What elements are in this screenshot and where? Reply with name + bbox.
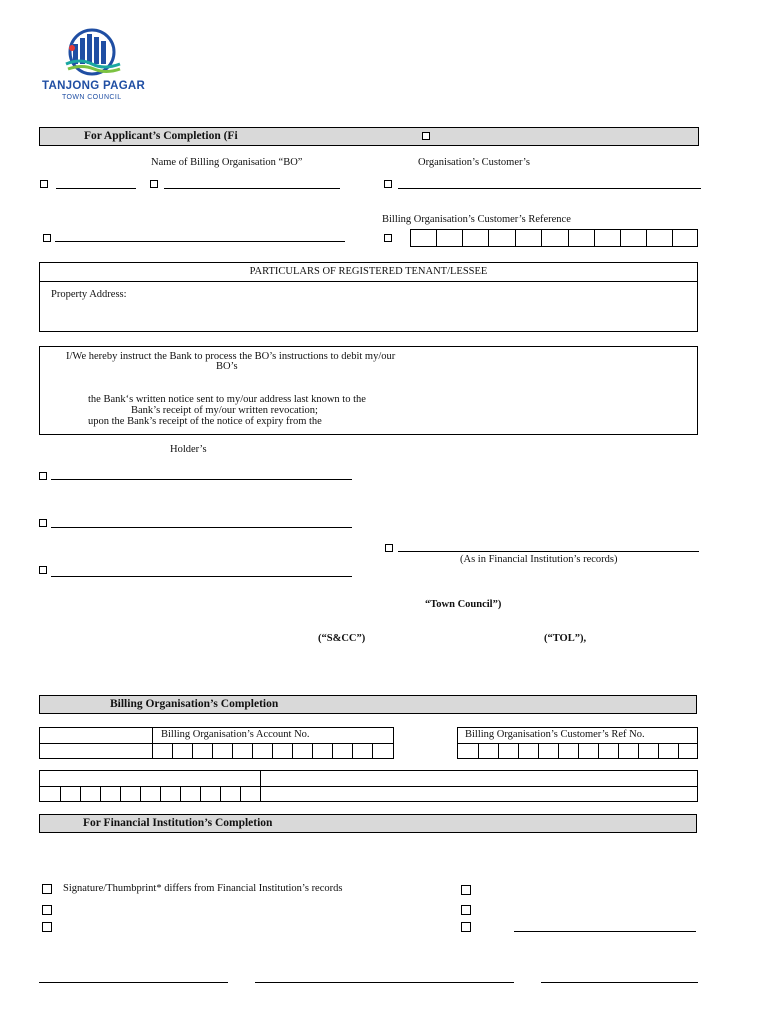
bo-account-no-label: Billing Organisation’s Account No. bbox=[161, 729, 310, 740]
scc-text: (“S&CC”) bbox=[318, 633, 366, 644]
bo-name-label: Name of Billing Organisation “BO” bbox=[151, 157, 303, 168]
fi-signature-line-3[interactable] bbox=[541, 982, 698, 983]
signature-differs-text: Signature/Thumbprint* differs from Financial Institution’s records bbox=[63, 883, 343, 894]
org-customer-label: Organisation’s Customer’s bbox=[418, 157, 530, 168]
checkbox-5[interactable] bbox=[384, 234, 392, 242]
fi-completion-header bbox=[39, 814, 697, 833]
records-note: (As in Financial Institution’s records) bbox=[460, 554, 618, 565]
bo-customer-ref-no-grid[interactable] bbox=[458, 743, 697, 758]
fi-checkbox-signature[interactable] bbox=[42, 884, 52, 894]
logo-subtitle: TOWN COUNCIL bbox=[62, 94, 122, 101]
holder-name-field-2[interactable] bbox=[51, 527, 352, 528]
bo-completion-header-text: Billing Organisation’s Completion bbox=[110, 698, 279, 710]
bo-account-no-grid[interactable] bbox=[152, 743, 393, 758]
instruction-box bbox=[39, 346, 698, 435]
applicant-header-text: For Applicant’s Completion (Fi bbox=[84, 130, 238, 142]
applicant-header-checkbox[interactable] bbox=[422, 132, 430, 140]
fi-checkbox-right-2[interactable] bbox=[461, 905, 471, 915]
bo-extra-table bbox=[39, 770, 698, 802]
bo-customer-ref-label: Billing Organisation’s Customer’s Reference bbox=[382, 214, 571, 225]
fi-checkbox-right-3[interactable] bbox=[461, 922, 471, 932]
holder-name-field-1[interactable] bbox=[51, 479, 352, 480]
fi-checkbox-left-3[interactable] bbox=[42, 922, 52, 932]
holder-checkbox-4[interactable] bbox=[39, 566, 47, 574]
instruction-line-3: the Bank‘s written notice sent to my/our address last known to the bbox=[88, 394, 366, 405]
holder-checkbox-1[interactable] bbox=[39, 472, 47, 480]
org-customer-field[interactable] bbox=[398, 188, 701, 189]
bo-customer-ref-table bbox=[457, 727, 698, 759]
town-council-text: “Town Council”) bbox=[425, 599, 502, 610]
instruction-line-4: Bank’s receipt of my/our written revocation; bbox=[131, 405, 318, 416]
holder-checkbox-2[interactable] bbox=[39, 519, 47, 527]
fi-completion-header-text: For Financial Institution’s Completion bbox=[83, 817, 273, 829]
account-number-field[interactable] bbox=[398, 551, 699, 552]
property-address-label: Property Address: bbox=[51, 289, 127, 300]
bo-account-table bbox=[39, 727, 394, 759]
fi-signature-line-2[interactable] bbox=[255, 982, 514, 983]
holder-checkbox-3[interactable] bbox=[385, 544, 393, 552]
checkbox-2[interactable] bbox=[150, 180, 158, 188]
bo-extra-grid[interactable] bbox=[40, 786, 260, 801]
holder-name-field-3[interactable] bbox=[51, 576, 352, 577]
town-council-logo bbox=[40, 28, 145, 102]
fi-checkbox-right-1[interactable] bbox=[461, 885, 471, 895]
tol-text: (“TOL”), bbox=[544, 633, 587, 644]
checkbox-4[interactable] bbox=[43, 234, 51, 242]
bo-customer-ref-grid[interactable] bbox=[410, 229, 698, 247]
holders-label: Holder’s bbox=[170, 444, 207, 455]
instruction-line-1: I/We hereby instruct the Bank to process the BO’s instructions to debit my/our bbox=[66, 351, 396, 362]
logo-emblem-icon bbox=[40, 28, 145, 78]
fi-signature-line-1[interactable] bbox=[39, 982, 228, 983]
bo-name-field[interactable] bbox=[164, 188, 340, 189]
fi-checkbox-left-2[interactable] bbox=[42, 905, 52, 915]
checkbox-3[interactable] bbox=[384, 180, 392, 188]
instruction-line-2: BO’s bbox=[216, 361, 238, 372]
input-line-2[interactable] bbox=[55, 241, 345, 242]
checkbox-1[interactable] bbox=[40, 180, 48, 188]
particulars-title: PARTICULARS OF REGISTERED TENANT/LESSEE bbox=[249, 266, 488, 277]
particulars-box bbox=[39, 262, 698, 332]
bo-customer-ref-no-label: Billing Organisation’s Customer’s Ref No. bbox=[465, 729, 645, 740]
instruction-line-5: upon the Bank’s receipt of the notice of expiry from the bbox=[88, 416, 322, 427]
applicant-section-header bbox=[39, 127, 699, 146]
fi-other-field[interactable] bbox=[514, 931, 696, 932]
input-line-1[interactable] bbox=[56, 188, 136, 189]
bo-completion-header bbox=[39, 695, 697, 714]
logo-name: TANJONG PAGAR bbox=[42, 80, 146, 92]
